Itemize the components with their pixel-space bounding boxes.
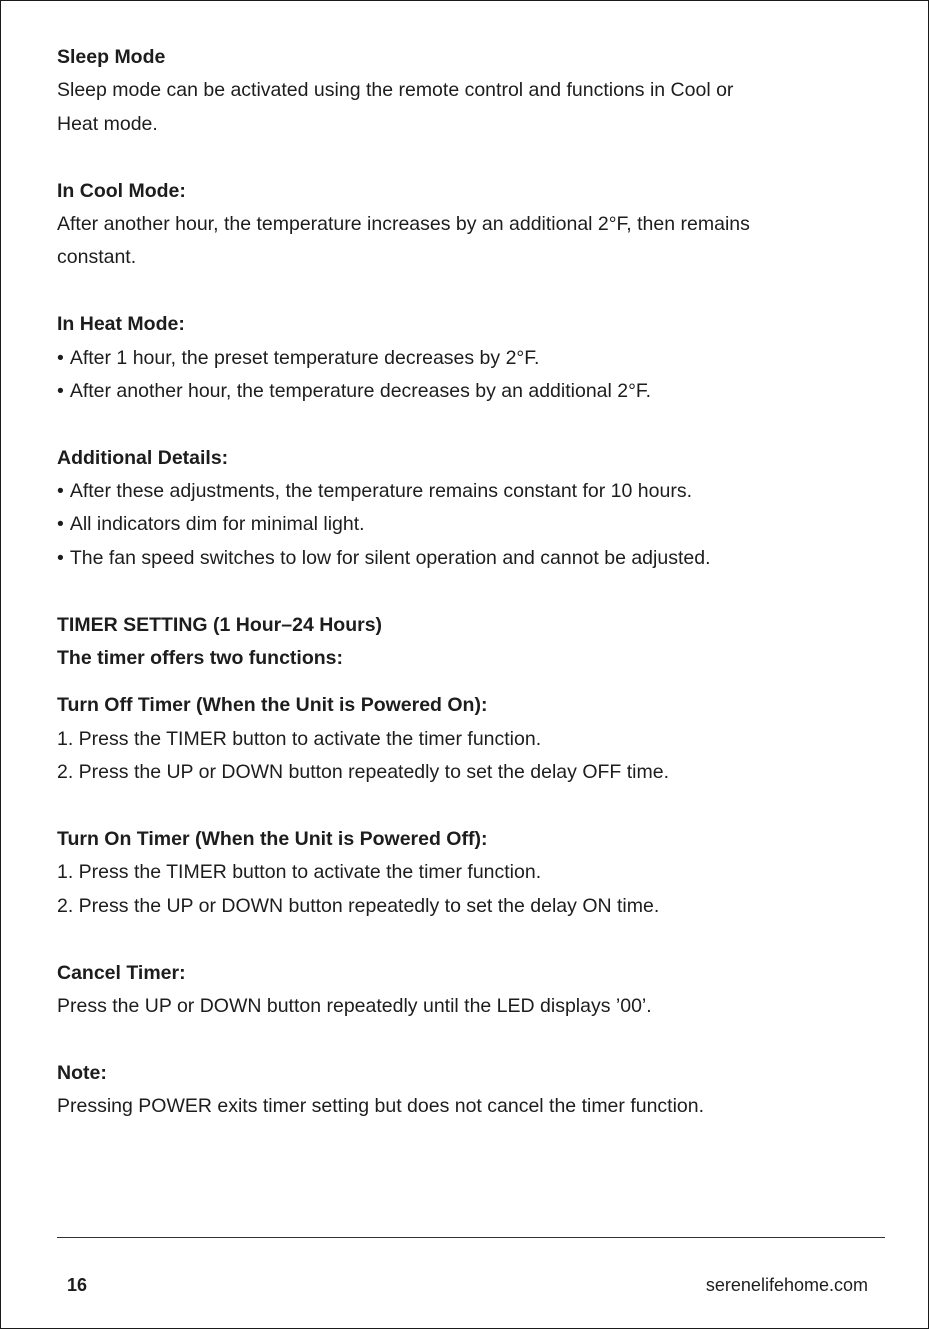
page-number: 16 <box>67 1275 88 1295</box>
note-heading: Note: <box>57 1061 107 1084</box>
page-content <box>57 41 877 1124</box>
sleep-mode-text-line-1: Sleep mode can be activated using the remote control and functions in Cool or <box>57 79 734 102</box>
note-text: Pressing POWER exits timer setting but does not cancel the timer function. <box>57 1095 705 1118</box>
footer-divider <box>57 1237 885 1238</box>
timer-functions-subheading: The timer offers two functions: <box>57 647 344 670</box>
turn-on-timer-step-1: 1. Press the TIMER button to activate the timer function. <box>57 861 542 884</box>
heat-mode-heading: In Heat Mode: <box>57 313 185 336</box>
turn-on-timer-heading: Turn On Timer (When the Unit is Powered Off): <box>57 827 488 850</box>
cancel-timer-heading: Cancel Timer: <box>57 961 186 984</box>
additional-details-heading: Additional Details: <box>57 446 229 469</box>
sleep-mode-text-line-2: Heat mode. <box>57 112 158 135</box>
additional-details-bullet-2: • All indicators dim for minimal light. <box>57 508 877 541</box>
cool-mode-heading: In Cool Mode: <box>57 179 186 202</box>
additional-details-bullet-3: • The fan speed switches to low for silent operation and cannot be adjusted. <box>57 542 877 575</box>
turn-on-timer-step-2: 2. Press the UP or DOWN button repeatedly to set the delay ON time. <box>57 894 660 917</box>
cool-mode-text-line-1: After another hour, the temperature increases by an additional 2°F, then remains <box>57 212 750 235</box>
sleep-mode-heading: Sleep Mode <box>57 46 166 68</box>
cancel-timer-text: Press the UP or DOWN button repeatedly until the LED displays ’00’. <box>57 994 652 1017</box>
additional-details-bullet-1: • After these adjustments, the temperature remains constant for 10 hours. <box>57 475 877 508</box>
heat-mode-bullet-1: • After 1 hour, the preset temperature decreases by 2°F. <box>57 342 877 375</box>
turn-off-timer-step-2: 2. Press the UP or DOWN button repeatedly to set the delay OFF time. <box>57 761 669 784</box>
turn-off-timer-heading: Turn Off Timer (When the Unit is Powered On): <box>57 694 488 717</box>
turn-off-timer-step-1: 1. Press the TIMER button to activate the timer function. <box>57 727 542 750</box>
heat-mode-bullet-2: • After another hour, the temperature decreases by an additional 2°F. <box>57 375 877 408</box>
timer-setting-heading: TIMER SETTING (1 Hour–24 Hours) <box>57 613 383 636</box>
cool-mode-text-line-2: constant. <box>57 246 137 269</box>
footer-website: serenelifehome.com <box>705 1275 868 1295</box>
